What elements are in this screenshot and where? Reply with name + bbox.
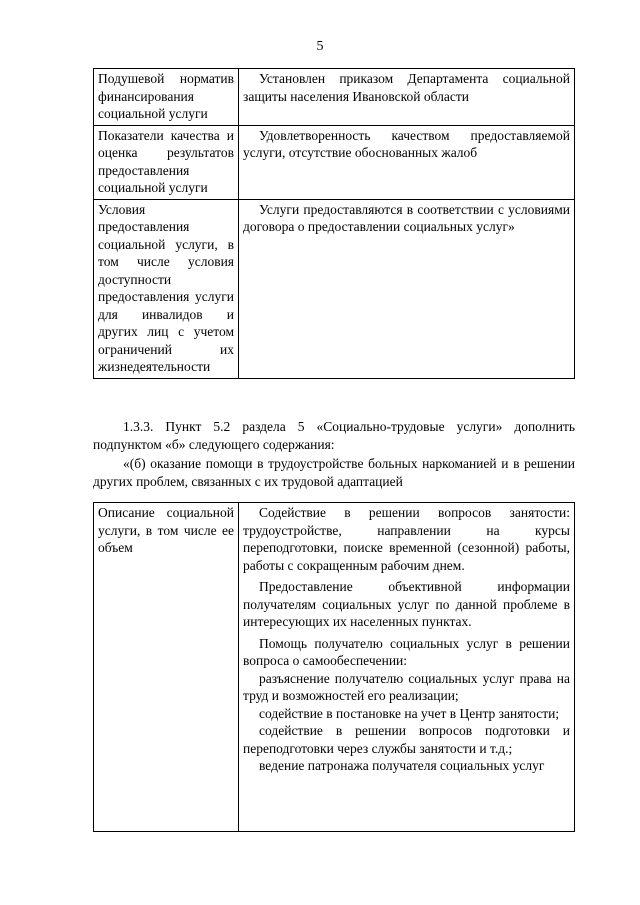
description-item: Предоставление объективной информации получателям социальных услуг по данной проблеме в интересующих их населенных пунктах. [243, 579, 570, 629]
description-item: Помощь получателю социальных услуг в решении вопроса о самообеспечении: [243, 635, 570, 668]
row-label-conditions: Условия предоставления социальной услуги, в том числе условия доступности предоставления услуги для инвалидов и других лиц с учетом ограничений их жизнедеятельности [94, 199, 239, 378]
table-row [94, 503, 575, 832]
paragraph-amendment: 1.3.3. Пункт 5.2 раздела 5 «Социально-трудовые услуги» дополнить подпунктом «б» следующего содержания: [93, 419, 575, 452]
table-row [94, 199, 575, 378]
page-number: 5 [316, 39, 324, 54]
description-item: ведение патронажа получателя социальных услуг [259, 758, 545, 773]
description-label: Описание социальной услуги, в том числе ее объем [94, 503, 239, 832]
description-content [239, 503, 575, 832]
description-item: содействие в решении вопросов подготовки и переподготовки через службы занятости и т.д.; [243, 723, 570, 756]
row-label-quality: Показатели качества и оценка результатов предоставления социальной услуги [94, 125, 239, 199]
description-item: содействие в постановке на учет в Центр занятости; [259, 705, 560, 721]
table-row [94, 69, 575, 126]
row-label-financing: Подушевой норматив финансирования социальной услуги [94, 69, 239, 126]
row-value-financing: Установлен приказом Департамента социальной защиты населения Ивановской области [239, 69, 575, 126]
description-item: разъяснение получателю социальных услуг права на труд и возможностей его реализации; [243, 670, 570, 703]
row-value-conditions: Услуги предоставляются в соответствии с условиями договора о предоставлении социальных услуг» [239, 199, 575, 378]
paragraph-subitem: «(б) оказание помощи в трудоустройстве больных наркоманией и в решении других проблем, связанных с их трудовой адаптацией [93, 456, 575, 489]
table-row [94, 125, 575, 199]
description-item: Содействие в решении вопросов занятости: трудоустройстве, направлении на курсы переподготовки, поиске временной (сезонной) работы, работы с сокращенным рабочим днем. [243, 505, 570, 573]
services-table-continued [93, 68, 575, 379]
row-value-quality: Удовлетворенность качеством предоставляемой услуги, отсутствие обоснованных жалоб [239, 125, 575, 199]
service-description-table [93, 502, 575, 832]
